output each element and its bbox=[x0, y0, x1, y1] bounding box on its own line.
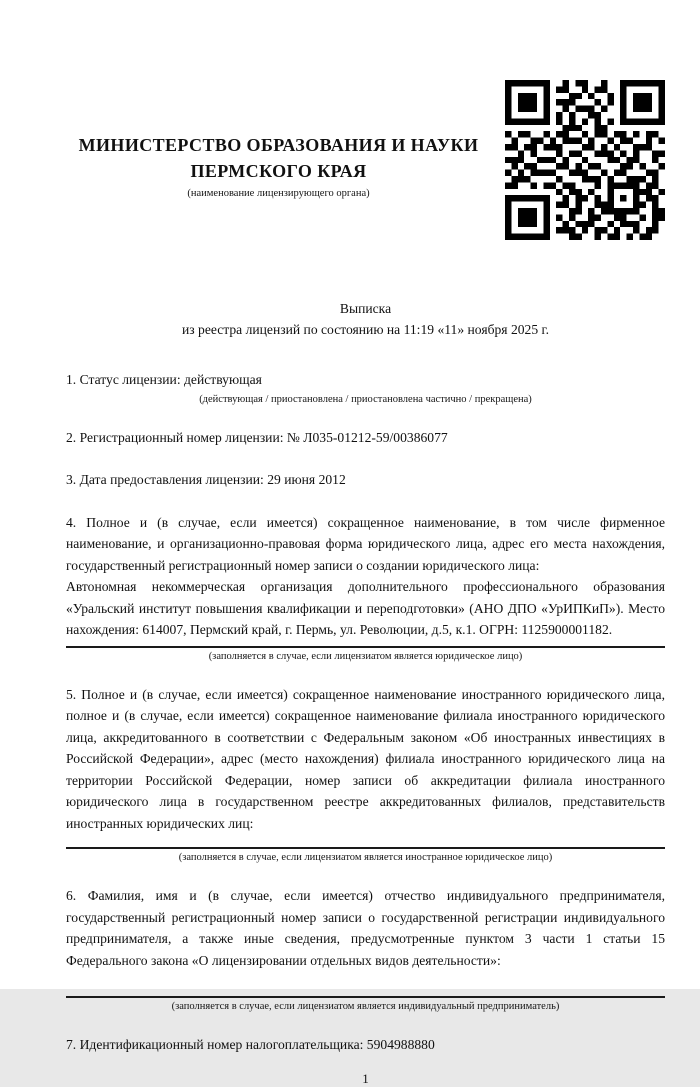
foreign-entity-heading: 5. Полное и (в случае, если имеется) сокращенное наименование иностранного юридического лица, полное и (в случае, если имеется) сокращенное наименование филиала иностранного юридического лица, аккредитованного в соответствии с Федеральным законом «Об иностранных инвестициях в Российской Федерации», адрес (место нахождения) филиала иностранного юридического лица на территории Российской Федерации, номер записи об аккредитации филиала иностранного юридического лица в государственном реестре аккредитованных филиалов, представительств иностранных юридических лиц: bbox=[66, 686, 665, 831]
licensing-authority-caption: (наименование лицензирующего органа) bbox=[187, 188, 370, 199]
qr-code bbox=[505, 80, 665, 240]
item-legal-entity bbox=[66, 512, 665, 663]
taxpayer-number-text: 7. Идентификационный номер налогоплательщика: 5904988880 bbox=[66, 1037, 435, 1052]
license-status-caption: (действующая / приостановлена / приостановлена частично / прекращена) bbox=[199, 393, 532, 405]
license-status-text: 1. Статус лицензии: действующая bbox=[66, 372, 262, 387]
document-title: Выписка bbox=[339, 301, 392, 316]
individual-entrepreneur-heading: 6. Фамилия, имя и (в случае, если имеется) отчество индивидуального предпринимателя, государственный регистрационный номер записи о государственной регистрации индивидуального предпринимателя, а также иные сведения, предусмотренные пунктом 3 части 1 статьи 15 Федерального закона «О лицензировании отдельных видов деятельности»: bbox=[66, 888, 665, 968]
document-subtitle: из реестра лицензий по состоянию на 11:19 «11» ноября 2025 г. bbox=[181, 322, 549, 337]
qr-code-image bbox=[505, 80, 665, 240]
individual-entrepreneur-caption: (заполняется в случае, если лицензиатом является индивидуальный предприниматель) bbox=[171, 1001, 560, 1012]
fill-line bbox=[66, 996, 665, 998]
legal-entity-heading: 4. Полное и (в случае, если имеется) сокращенное наименование, в том числе фирменное наименование, и организационно-правовая форма юридического лица, адрес его места нахождения, государственный регистрационный номер записи о создании юридического лица: bbox=[66, 514, 665, 573]
item-foreign-entity bbox=[66, 684, 665, 865]
document-header bbox=[66, 80, 665, 240]
licensing-authority-block bbox=[66, 80, 505, 200]
registration-number-text: 2. Регистрационный номер лицензии: № Л035-01212-59/00386077 bbox=[66, 429, 448, 445]
fill-line bbox=[66, 847, 665, 849]
page-number: 1 bbox=[362, 1070, 369, 1086]
ministry-name-line1: МИНИСТЕРСТВО ОБРАЗОВАНИЯ И НАУКИ bbox=[78, 135, 479, 155]
foreign-entity-caption: (заполняется в случае, если лицензиатом является иностранное юридическое лицо) bbox=[178, 852, 553, 863]
item-taxpayer-number bbox=[66, 1034, 665, 1056]
license-date-text: 3. Дата предоставления лицензии: 29 июня 2012 bbox=[66, 472, 346, 487]
item-license-date bbox=[66, 469, 665, 491]
document-title-block bbox=[66, 298, 665, 340]
ministry-name-line2: ПЕРМСКОГО КРАЯ bbox=[190, 161, 367, 181]
item-registration-number bbox=[66, 427, 665, 449]
legal-entity-value: Автономная некоммерческая организация дополнительного профессионального образования «Уральский институт повышения квалификации и переподготовки» (АНО ДПО «УрИПКиП»). Место нахождения: 614007, Пермский край, г. Пермь, ул. Революции, д.5, к.1. ОГРН: 1125900001182. bbox=[66, 579, 665, 637]
legal-entity-caption: (заполняется в случае, если лицензиатом является юридическое лицо) bbox=[208, 650, 523, 662]
item-individual-entrepreneur bbox=[66, 885, 665, 1013]
fill-line bbox=[66, 646, 665, 648]
item-license-status bbox=[66, 369, 665, 406]
